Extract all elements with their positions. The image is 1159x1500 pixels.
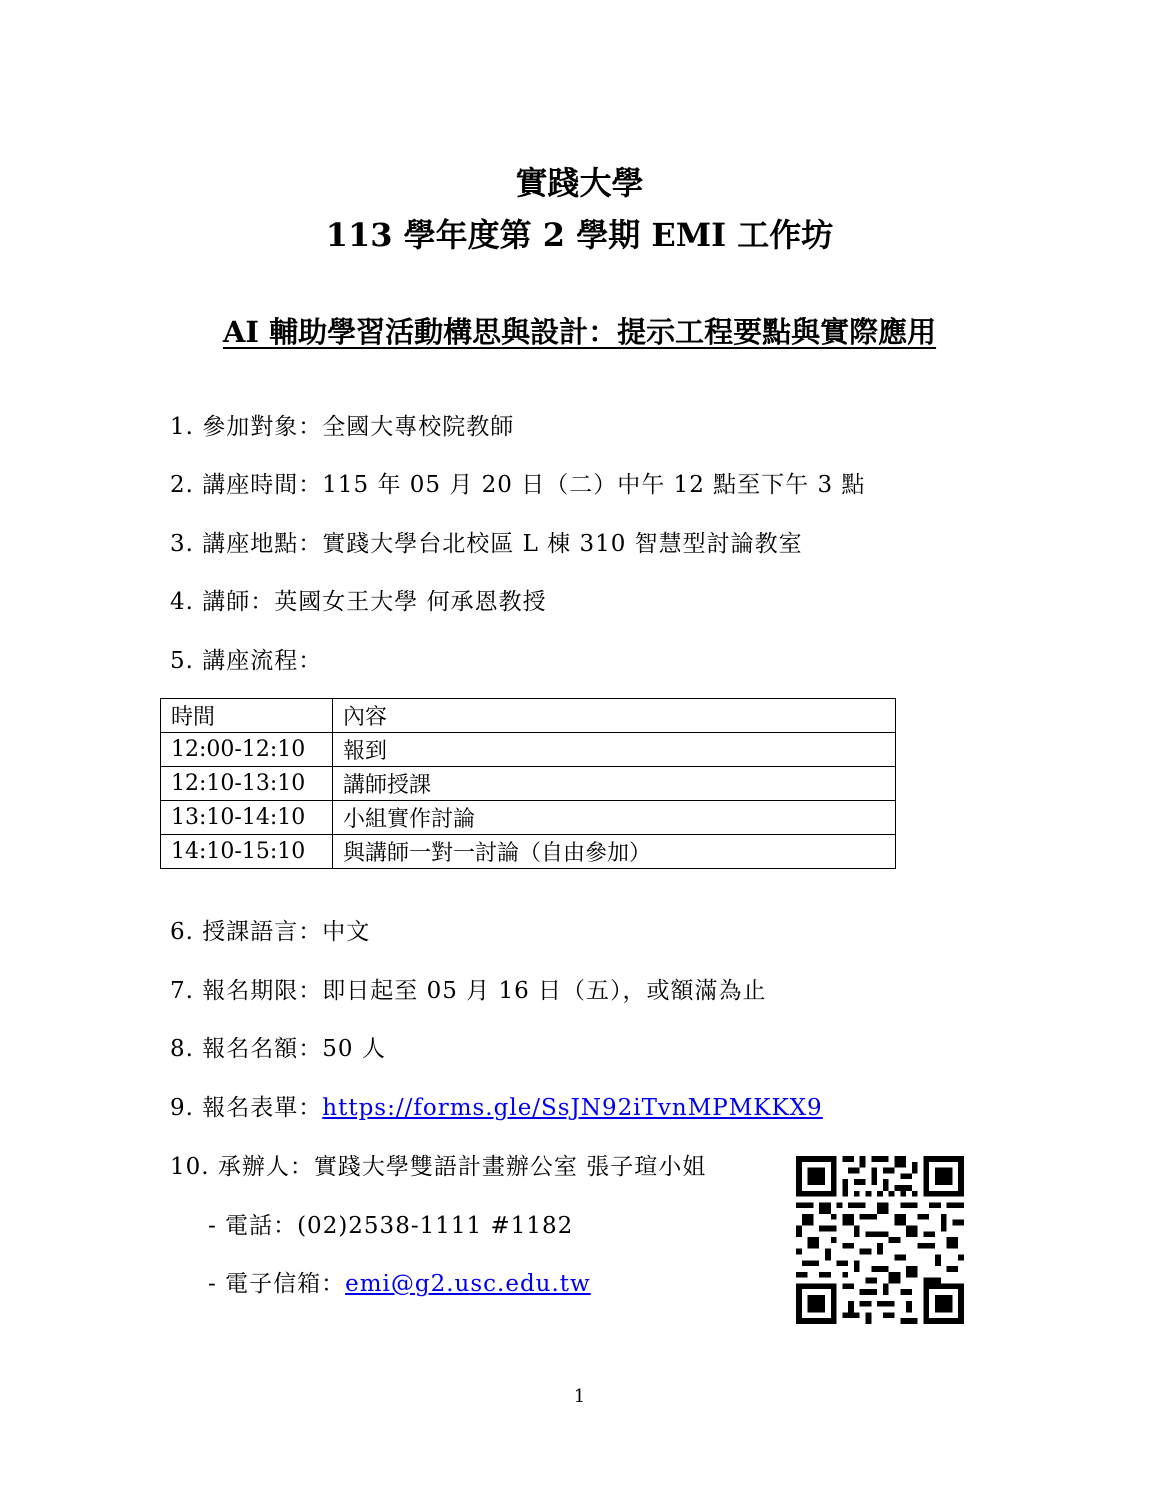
qr-finder-top-right — [923, 1156, 964, 1197]
time-item: 2. 講座時間：115 年 05 月 20 日（二）中午 12 點至下午 3 點 — [170, 472, 866, 498]
contact-item: 10. 承辦人：實踐大學雙語計畫辦公室 張子瑄小姐 — [170, 1154, 707, 1180]
agenda-label: 5. 講座流程： — [170, 648, 323, 674]
email-item — [208, 1265, 591, 1298]
quota-item: 8. 報名名額：50 人 — [170, 1036, 386, 1062]
phone-item: - 電話：(02)2538-1111 #1182 — [208, 1213, 574, 1239]
location-item: 3. 講座地點：實踐大學台北校區 L 棟 310 智慧型討論教室 — [170, 531, 803, 557]
row-content: 與講師一對一討論（自由參加） — [333, 835, 896, 869]
row-time: 14:10-15:10 — [161, 835, 333, 869]
row-time: 12:10-13:10 — [161, 767, 333, 801]
table-row — [161, 801, 896, 835]
university-title: 實踐大學 — [515, 164, 644, 202]
language-item: 6. 授課語言：中文 — [170, 919, 371, 945]
form-label: 9. 報名表單： — [170, 1095, 323, 1121]
speaker-item: 4. 講師：英國女王大學 何承恩教授 — [170, 589, 547, 615]
header-content: 內容 — [333, 699, 896, 733]
participants-item: 1. 參加對象：全國大專校院教師 — [170, 414, 515, 440]
qr-finder-top-left — [796, 1156, 837, 1197]
qr-finder-bottom-left — [796, 1283, 837, 1324]
table-header-row — [161, 699, 896, 733]
row-time: 12:00-12:10 — [161, 733, 333, 767]
row-content: 報到 — [333, 733, 896, 767]
table-row — [161, 767, 896, 801]
qr-finder-bottom-right — [923, 1283, 964, 1324]
email-link[interactable]: emi@g2.usc.edu.tw — [345, 1271, 591, 1297]
row-content: 講師授課 — [333, 767, 896, 801]
row-time: 13:10-14:10 — [161, 801, 333, 835]
table-row — [161, 835, 896, 869]
header-time: 時間 — [161, 699, 333, 733]
schedule-table — [160, 698, 896, 869]
table-row — [161, 733, 896, 767]
form-link[interactable]: https://forms.gle/SsJN92iTvnMPMKKX9 — [322, 1095, 823, 1121]
workshop-title: 113 學年度第 2 學期 EMI 工作坊 — [325, 216, 834, 254]
page-number: 1 — [573, 1386, 586, 1407]
email-label: - 電子信箱： — [208, 1271, 346, 1297]
form-item — [170, 1089, 823, 1122]
deadline-item: 7. 報名期限：即日起至 05 月 16 日（五），或額滿為止 — [170, 978, 767, 1004]
row-content: 小組實作討論 — [333, 801, 896, 835]
qr-code-image[interactable] — [796, 1156, 964, 1324]
topic-title: AI 輔助學習活動構思與設計：提示工程要點與實際應用 — [222, 315, 937, 349]
